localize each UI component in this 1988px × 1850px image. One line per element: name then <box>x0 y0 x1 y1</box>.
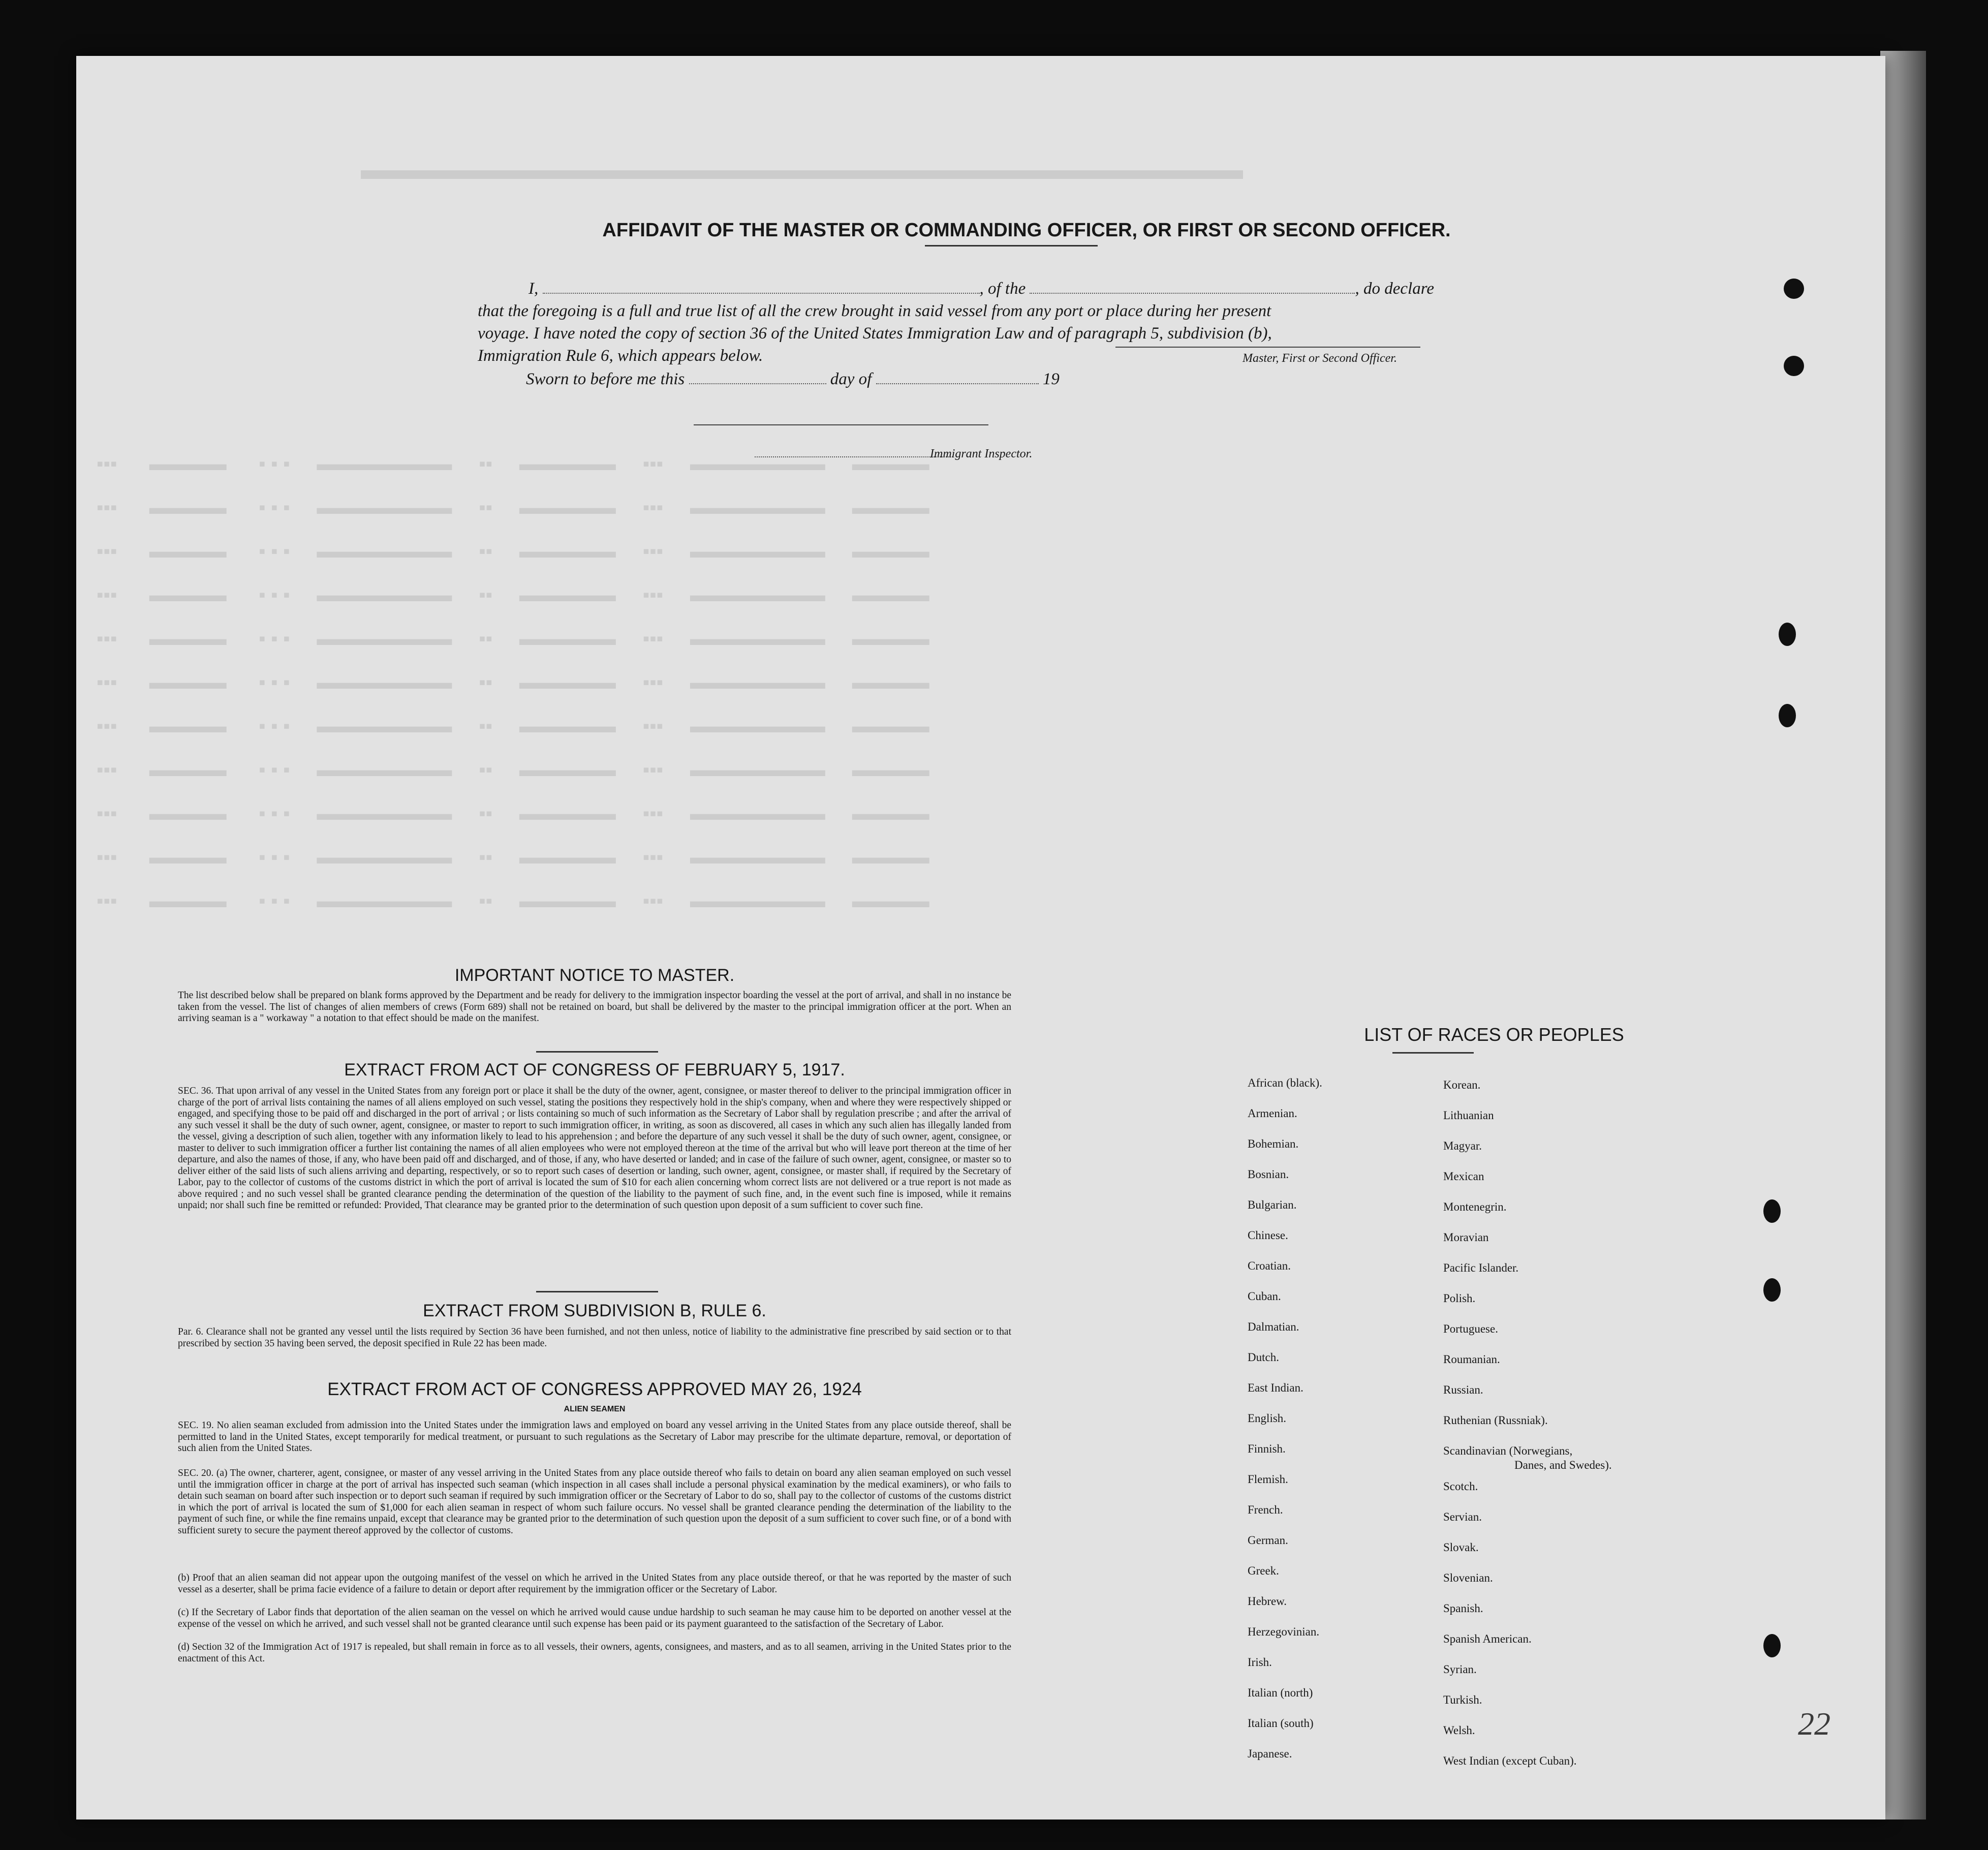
race-left-item: East Indian. <box>1248 1381 1303 1394</box>
race-right-item: Lithuanian <box>1443 1109 1494 1122</box>
do-declare-label: , do declare <box>1355 280 1434 298</box>
affiant-name-field[interactable] <box>543 293 980 294</box>
extract-1924-sec20d: (d) Section 32 of the Immigration Act of 1917 is repealed, but shall remain in force as to all vessels, their owners, agents, consignees, and masters, and as to all seamen, arriving in the United States prior to the enactment of this Act. <box>178 1642 1011 1664</box>
race-left-item: Italian (north) <box>1248 1686 1313 1699</box>
stacked-page-edges <box>1880 51 1926 1820</box>
race-right-item: Korean. <box>1443 1078 1481 1091</box>
affidavit-title: AFFIDAVIT OF THE MASTER OR COMMANDING OFFICER, OR FIRST OR SECOND OFFICER. <box>602 220 1451 241</box>
extract-rule6-text: Par. 6. Clearance shall not be granted any vessel until the lists required by Section 36 have been furnished, and not then unless, notice of liability to the administrative fine prescribed by said section or to that prescribed by section 35 having been served, the deposit specified in Rule 22 has been made. <box>178 1327 1011 1349</box>
extract-1917-title: EXTRACT FROM ACT OF CONGRESS OF FEBRUARY 5, 1917. <box>344 1060 845 1080</box>
race-right-item: Welsh. <box>1443 1724 1475 1737</box>
race-right-item: Magyar. <box>1443 1139 1482 1152</box>
punch-hole <box>1763 1199 1781 1223</box>
race-left-item: Japanese. <box>1248 1747 1292 1760</box>
race-right-item: Russian. <box>1443 1383 1483 1396</box>
affiant-prefix: I, <box>529 280 539 298</box>
affidavit-line-3: voyage. I have noted the copy of section 36 of the United States Immigration Law and of paragraph 5, subdivision (b), <box>478 324 1272 343</box>
of-the-label: , of the <box>979 280 1026 298</box>
bleed-through-header: ▬▬▬▬▬▬▬▬▬▬▬▬▬▬▬▬▬▬▬▬▬▬▬▬▬▬▬▬▬▬▬ <box>361 153 1243 185</box>
year-prefix-label: 19 <box>1042 370 1060 388</box>
race-left-item: Herzegovinian. <box>1248 1625 1320 1638</box>
race-left-item: Croatian. <box>1248 1259 1291 1272</box>
race-left-item: Bulgarian. <box>1248 1198 1297 1211</box>
affidavit-line-4: Immigration Rule 6, which appears below. <box>478 347 763 365</box>
race-right-item: Pacific Islander. <box>1443 1261 1519 1274</box>
inspector-signature-line[interactable] <box>694 424 988 425</box>
race-right-item: Turkish. <box>1443 1693 1482 1706</box>
race-right-item: Scandinavian (Norwegians, <box>1443 1444 1573 1457</box>
vessel-name-field[interactable] <box>1030 293 1355 294</box>
handwritten-page-number: 22 <box>1798 1706 1830 1742</box>
race-left-item: Cuban. <box>1248 1290 1281 1303</box>
race-right-item: Polish. <box>1443 1292 1476 1305</box>
extract-1924-sec19: SEC. 19. No alien seaman excluded from admission into the United States under the immigration laws and employed on board any vessel arriving in the United States from any place outside thereof, shall be permitted to land in the United States, except temporarily for medical treatment, or pursuant to such regulations as the Secretary of Labor may prescribe for the ultimate departure, removal, or deportation of such alien from the United States. <box>178 1420 1011 1454</box>
races-title: LIST OF RACES OR PEOPLES <box>1364 1024 1624 1045</box>
race-right-item: Mexican <box>1443 1170 1484 1183</box>
races-divider <box>1392 1052 1474 1054</box>
master-signature-label: Master, First or Second Officer. <box>1242 352 1397 365</box>
race-left-item: Irish. <box>1248 1656 1272 1669</box>
race-left-item: Bohemian. <box>1248 1137 1299 1150</box>
punch-hole <box>1784 356 1804 376</box>
sworn-label: Sworn to before me this <box>526 370 685 388</box>
race-right-item: Servian. <box>1443 1510 1482 1523</box>
race-left-item: German. <box>1248 1534 1288 1547</box>
race-left-item: Italian (south) <box>1248 1717 1314 1730</box>
master-signature-line[interactable] <box>1115 347 1420 348</box>
race-left-item: Hebrew. <box>1248 1595 1287 1608</box>
race-left-item: French. <box>1248 1503 1283 1516</box>
document-page <box>76 56 1885 1820</box>
bleed-through-rows: ▪▪▪ ▬▬▬▬ ▪ ▪ ▪ ▬▬▬▬▬▬▬ ▪▪ ▬▬▬▬▬ ▪▪▪ ▬▬▬▬▬▬▬ ▬▬▬▬ ▪▪▪ ▬▬▬▬ ▪ ▪ ▪ ▬▬▬▬▬▬▬ ▪▪ ▬▬▬▬▬ ▪▪▪ ▬▬▬▬▬▬▬ ▬▬▬▬ ▪▪▪ ▬▬▬▬ ▪ ▪ ▪ ▬▬▬▬▬▬▬ ▪▪ ▬▬▬▬▬ ▪▪▪ ▬▬▬▬▬▬▬ ▬▬▬▬ ▪▪▪ ▬▬▬▬ ▪ ▪ ▪ ▬▬▬▬▬▬▬ ▪▪ ▬▬▬▬▬ ▪▪▪ ▬▬▬▬▬▬▬ ▬▬▬▬ ▪▪▪ ▬▬▬▬ ▪ ▪ ▪ ▬▬▬▬▬▬▬ ▪▪ ▬▬▬▬▬ ▪▪▪ ▬▬▬▬▬▬▬ ▬▬▬▬ ▪▪▪ ▬▬▬▬ ▪ ▪ ▪ ▬▬▬▬▬▬▬ ▪▪ ▬▬▬▬▬ ▪▪▪ ▬▬▬▬▬▬▬ ▬▬▬▬ ▪▪▪ ▬▬▬▬ ▪ ▪ ▪ ▬▬▬▬▬▬▬ ▪▪ ▬▬▬▬▬ ▪▪▪ ▬▬▬▬▬▬▬ ▬▬▬▬ ▪▪▪ ▬▬▬▬ ▪ ▪ ▪ ▬▬▬▬▬▬▬ ▪▪ ▬▬▬▬▬ ▪▪▪ ▬▬▬▬▬▬▬ ▬▬▬▬ ▪▪▪ ▬▬▬▬ ▪ ▪ ▪ ▬▬▬▬▬▬▬ ▪▪ ▬▬▬▬▬ ▪▪▪ ▬▬▬▬▬▬▬ ▬▬▬▬ ▪▪▪ ▬▬▬▬ ▪ ▪ ▪ ▬▬▬▬▬▬▬ ▪▪ ▬▬▬▬▬ ▪▪▪ ▬▬▬▬▬▬▬ ▬▬▬▬ ▪▪▪ ▬▬▬▬ ▪ ▪ ▪ ▬▬▬▬▬▬▬ ▪▪ ▬▬▬▬▬ ▪▪▪ ▬▬▬▬▬▬▬ ▬▬▬▬ <box>97 453 929 912</box>
race-right-item: Slovak. <box>1443 1541 1479 1554</box>
extract-1924-sec20c: (c) If the Secretary of Labor finds that deportation of the alien seaman on the vessel on which he arrived would cause undue hardship to such seaman he may cause him to be deported on another vessel at the expense of the vessel on which he arrived, and such vessel shall not be granted clearance until such expense has been paid or its payment guaranteed to the satisfaction of the Secretary of Labor. <box>178 1607 1011 1629</box>
race-left-item: Greek. <box>1248 1564 1279 1577</box>
affidavit-line-2: that the foregoing is a full and true list of all the crew brought in said vessel from any port or place during her present <box>478 302 1271 320</box>
race-right-item: Montenegrin. <box>1443 1200 1507 1213</box>
extract-rule6-title: EXTRACT FROM SUBDIVISION B, RULE 6. <box>423 1301 766 1320</box>
race-left-item: African (black). <box>1248 1076 1322 1089</box>
extract-1924-subtitle: ALIEN SEAMEN <box>564 1405 626 1413</box>
punch-hole <box>1763 1634 1781 1657</box>
extract-1917-text: SEC. 36. That upon arrival of any vessel in the United States from any foreign port or place it shall be the duty of the owner, agent, consignee, or master thereof to deliver to the principal immigration officer in charge of the port of arrival lists containing the names of all aliens employed on such vessel, stating the positions they respectively hold in the ship's company, when and where they were respectively shipped or engaged, and specifying those to be paid off and discharged in the port of arrival ; or lists containing so much of such information as the Secretary of Labor shall by regulation prescribe ; and after the arrival of any such vessel it shall be the duty of such owner, agent, consignee, or master to report to such immigration officer, in writing, as soon as discovered, all cases in which any such alien has illegally landed from the vessel, giving a description of such alien, together with any information likely to lead to his apprehension ; and before the departure of any such vessel it shall be the duty of such owner, agent, consignee, or master to deliver to such immigration officer a further list containing the names of all alien employees who were not employed thereon at the time of the arrival but who will leave port thereon at the time of her departure, and also the names of those, if any, who have been paid off and discharged, and of those, if any, who have deserted or landed; and in case of the failure of such owner, agent, consignee, or master so to deliver either of the said lists of such aliens arriving and departing, respectively, or so to report such cases of desertion or landing, such owner, agent, consignee, or master shall, if required by the Secretary of Labor, pay to the collector of customs of the customs district in which the port of arrival is located the sum of $10 for each alien concerning whom correct lists are not delivered or a true report is not made as above required ; and no such vessel shall be granted clearance pending the determination of the question of the liability to the payment of such fine, and, in the event such fine is imposed, while it remains unpaid; nor shall such fine be remitted or refunded: Provided, That clearance may be granted prior to the determination of such question upon deposit of a sum sufficient to cover such fine. <box>178 1086 1011 1211</box>
inspector-dotted-line <box>755 456 953 457</box>
race-right-item: Ruthenian (Russniak). <box>1443 1414 1548 1427</box>
punch-hole <box>1763 1278 1781 1302</box>
day-of-label: day of <box>830 370 872 388</box>
title-divider <box>925 245 1098 246</box>
race-right-item: Portuguese. <box>1443 1322 1498 1335</box>
race-left-item: Bosnian. <box>1248 1168 1289 1181</box>
race-right-item: Syrian. <box>1443 1663 1477 1676</box>
race-right-item: Slovenian. <box>1443 1571 1493 1584</box>
extract-1917-divider <box>536 1291 658 1292</box>
sworn-month-field[interactable] <box>876 383 1039 384</box>
extract-1924-title: EXTRACT FROM ACT OF CONGRESS APPROVED MAY 26, 1924 <box>327 1379 862 1399</box>
race-right-item: Spanish. <box>1443 1602 1483 1615</box>
inspector-label: Immigrant Inspector. <box>930 447 1033 460</box>
punch-hole <box>1779 623 1796 646</box>
race-right-item-continued: Danes, and Swedes). <box>1514 1459 1612 1471</box>
race-left-item: Finnish. <box>1248 1442 1286 1455</box>
race-right-item: Spanish American. <box>1443 1632 1532 1645</box>
race-right-item: Roumanian. <box>1443 1353 1500 1366</box>
notice-title: IMPORTANT NOTICE TO MASTER. <box>454 966 735 985</box>
notice-divider <box>536 1051 658 1053</box>
sworn-day-field[interactable] <box>689 383 826 384</box>
extract-1924-sec20a: SEC. 20. (a) The owner, charterer, agent, consignee, or master of any vessel arriving in the United States from any place outside thereof who fails to detain on board any alien seaman employed on such vessel until the immigration officer in charge at the port of arrival has inspected such seaman (which inspection in all cases shall include a personal physical examination by the medical examiners), or who fails to detain such seaman on board after such inspection or to deport such seaman if required by such immigration officer or the Secretary of Labor to do so, shall pay to the collector of customs of the customs district in which the port of arrival is located the sum of $1,000 for each alien seaman in respect of whom such failure occurs. No vessel shall be granted clearance pending the determination of the liability to the payment of such fine, or while the fine remains unpaid, except that clearance may be granted prior to the determination of such question upon the deposit of a sum sufficient to cover such fine, or of a bond with sufficient surety to secure the payment thereof approved by the collector of customs. <box>178 1468 1011 1536</box>
race-right-item: West Indian (except Cuban). <box>1443 1754 1577 1767</box>
race-right-item: Scotch. <box>1443 1480 1478 1493</box>
sworn-line <box>526 370 1060 389</box>
race-left-item: Dalmatian. <box>1248 1320 1299 1333</box>
race-left-item: Armenian. <box>1248 1107 1297 1120</box>
punch-hole <box>1779 704 1796 727</box>
affidavit-line-1 <box>529 280 1434 298</box>
race-left-item: English. <box>1248 1412 1287 1425</box>
race-left-item: Chinese. <box>1248 1229 1288 1242</box>
race-left-item: Flemish. <box>1248 1473 1288 1486</box>
race-left-item: Dutch. <box>1248 1351 1279 1364</box>
notice-text: The list described below shall be prepared on blank forms approved by the Department and be ready for delivery to the immigration inspector boarding the vessel at the port of arrival, and shall in no instance be taken from the vessel. The list of changes of alien members of crews (Form 689) shall not be retained on board, but shall be delivered by the master to the principal immigration officer at the port. When an arriving seaman is a " workaway " a notation to that effect should be made on the manifest. <box>178 990 1011 1024</box>
extract-1924-sec20b: (b) Proof that an alien seaman did not appear upon the outgoing manifest of the vessel on which he arrived in the United States from any place outside thereof, or that he was reported by the master of such vessel as a deserter, shall be prima facie evidence of a failure to detain or deport after requirement by the immigration officer or the Secretary of Labor. <box>178 1572 1011 1595</box>
race-right-item: Moravian <box>1443 1231 1489 1244</box>
punch-hole <box>1784 279 1804 299</box>
